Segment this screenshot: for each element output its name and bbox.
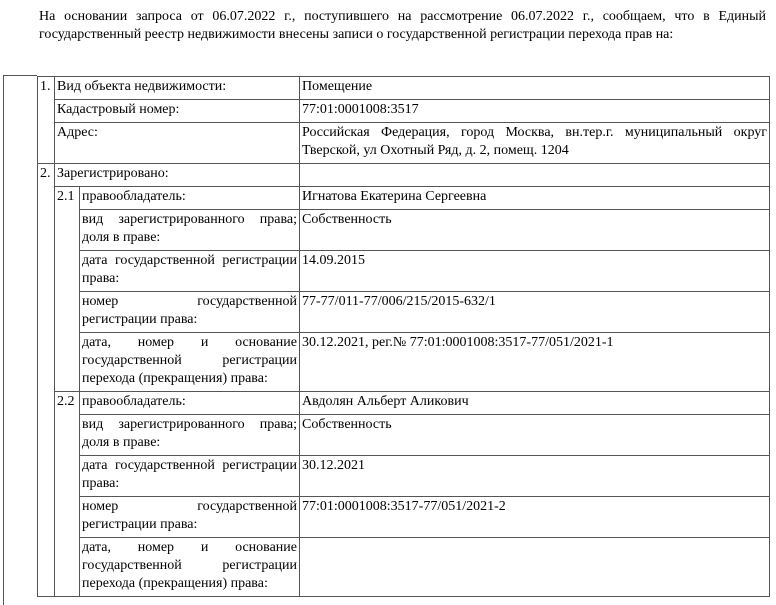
holder-number: 2.1 (55, 187, 80, 392)
table-row (38, 164, 770, 187)
row-label: вид зарегистрированного права; доля в праве: (80, 210, 300, 251)
table-row (38, 210, 770, 251)
holder-number: 2.2 (55, 392, 80, 597)
row-label: номер государственной регистрации права: (80, 497, 300, 538)
row-value: 14.09.2015 (300, 251, 770, 292)
intro-paragraph: На основании запроса от 06.07.2022 г., поступившего на рассмотрение 06.07.2022 г., сообщаем, что в Единый государственный реестр недвижимости внесены записи о государственной регистрации перехода прав на: (39, 9, 766, 42)
row-label: вид зарегистрированного права; доля в праве: (80, 415, 300, 456)
table-row (38, 497, 770, 538)
row-value: Авдолян Альберт Аликович (300, 392, 770, 415)
table-row (38, 187, 770, 210)
row-value: 30.12.2021 (300, 456, 770, 497)
row-label: Зарегистрировано: (55, 164, 300, 187)
row-value: Собственность (300, 210, 770, 251)
row-label: дата, номер и основание государственной регистрации перехода (прекращения) права: (80, 333, 300, 392)
row-value (300, 164, 770, 187)
row-label: Адрес: (55, 123, 300, 164)
table-row (38, 251, 770, 292)
table-row (38, 100, 770, 123)
row-value: Игнатова Екатерина Сергеевна (300, 187, 770, 210)
table-row (38, 123, 770, 164)
row-label: правообладатель: (80, 392, 300, 415)
row-label: правообладатель: (80, 187, 300, 210)
row-value: 77-77/011-77/006/215/2015-632/1 (300, 292, 770, 333)
row-value (300, 538, 770, 597)
table-row (38, 415, 770, 456)
row-value: 77:01:0001008:3517-77/051/2021-2 (300, 497, 770, 538)
section-number: 2. (38, 164, 55, 597)
table-row (38, 292, 770, 333)
section-number: 1. (38, 77, 55, 164)
outer-frame-left (3, 75, 4, 605)
table-row (38, 333, 770, 392)
row-label: Кадастровый номер: (55, 100, 300, 123)
row-value: 30.12.2021, рег.№ 77:01:0001008:3517-77/051/2021-1 (300, 333, 770, 392)
row-label: дата государственной регистрации права: (80, 456, 300, 497)
registry-table (37, 76, 770, 597)
row-value: Российская Федерация, город Москва, вн.тер.г. муниципальный округ Тверской, ул Охотный Ряд, д. 2, помещ. 1204 (300, 123, 770, 164)
row-value: Собственность (300, 415, 770, 456)
row-value: Помещение (300, 77, 770, 100)
table-row (38, 392, 770, 415)
table-row (38, 456, 770, 497)
table-row (38, 77, 770, 100)
row-value: 77:01:0001008:3517 (300, 100, 770, 123)
outer-frame-top (3, 75, 37, 76)
row-label: Вид объекта недвижимости: (55, 77, 300, 100)
row-label: дата, номер и основание государственной регистрации перехода (прекращения) права: (80, 538, 300, 597)
row-label: дата государственной регистрации права: (80, 251, 300, 292)
table-row (38, 538, 770, 597)
row-label: номер государственной регистрации права: (80, 292, 300, 333)
